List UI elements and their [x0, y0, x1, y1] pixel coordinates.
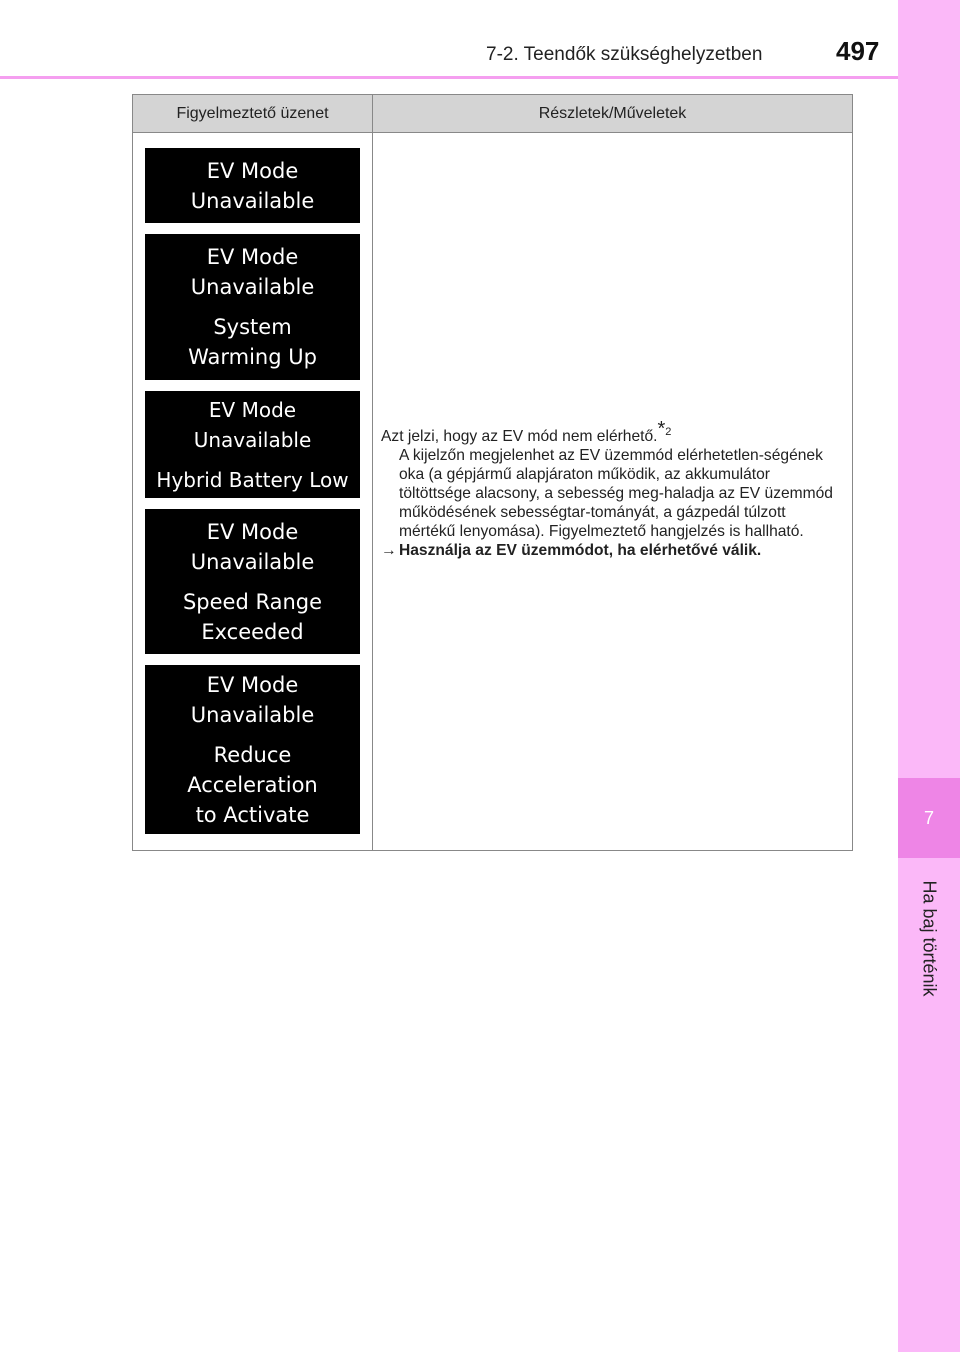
details-explanation: A kijelzőn megjelenhet az EV üzemmód elérhetetlen-ségének oka (a gépjármű alapjáraton működik, az akkumulátor töltöttsége alacsony, a sebesség meg-haladja az EV üzemmód működésének sebességtar-tományát, a gázpedál túlzott mértékű lenyomása). Figyelmeztető hangjelzés is hallható. [399, 447, 833, 541]
display-reduce-acceleration [145, 665, 360, 834]
table-header-row [133, 95, 853, 133]
footnote-number: 2 [665, 425, 672, 438]
display-line: EV Mode [206, 672, 299, 697]
column-header-details: Részletek/Műveletek [373, 95, 853, 133]
display-line: Unavailable [190, 549, 315, 574]
message-images-cell [133, 133, 373, 851]
warning-message-table [132, 94, 853, 851]
chapter-title-tab [900, 868, 958, 1008]
display-line: Unavailable [190, 188, 315, 213]
display-line: EV Mode [206, 245, 299, 269]
display-speed-range-exceeded [145, 509, 360, 654]
display-line: EV Mode [206, 158, 299, 183]
display-ev-mode-unavailable [145, 148, 360, 223]
display-line: Speed Range [182, 589, 323, 614]
action-text: Használja az EV üzemmódot, ha elérhetővé válik. [399, 542, 762, 560]
details-cell [373, 133, 853, 851]
header-divider [0, 76, 898, 79]
display-line: Warming Up [188, 345, 317, 369]
display-line: Reduce [213, 742, 292, 767]
display-line: Unavailable [190, 702, 315, 727]
display-line: Hybrid Battery Low [156, 467, 349, 492]
chapter-side-tab [898, 0, 960, 1352]
display-line: EV Mode [208, 397, 297, 422]
display-line: EV Mode [206, 519, 299, 544]
display-line: Exceeded [201, 619, 304, 644]
display-hybrid-battery-low [145, 391, 360, 498]
section-title: 7-2. Teendők szükséghelyzetben [486, 44, 763, 65]
details-action [381, 541, 842, 560]
table-row [133, 133, 853, 851]
page-number: 497 [836, 36, 880, 66]
display-line: Acceleration [187, 772, 318, 797]
details-intro: Azt jelzi, hogy az EV mód nem elérhető.$^{*2}$ [381, 417, 672, 446]
display-line: Unavailable [193, 427, 312, 452]
display-line: Unavailable [190, 275, 315, 299]
footnote-star: * [657, 417, 666, 440]
column-header-message: Figyelmeztető üzenet [133, 95, 373, 133]
arrow-right-icon: → [381, 542, 397, 560]
display-line: to Activate [195, 802, 310, 827]
display-system-warming-up [145, 234, 360, 380]
chapter-number-tab: 7 [898, 778, 960, 858]
chapter-title: Ha baj történik [919, 879, 940, 997]
display-line: System [213, 315, 292, 339]
